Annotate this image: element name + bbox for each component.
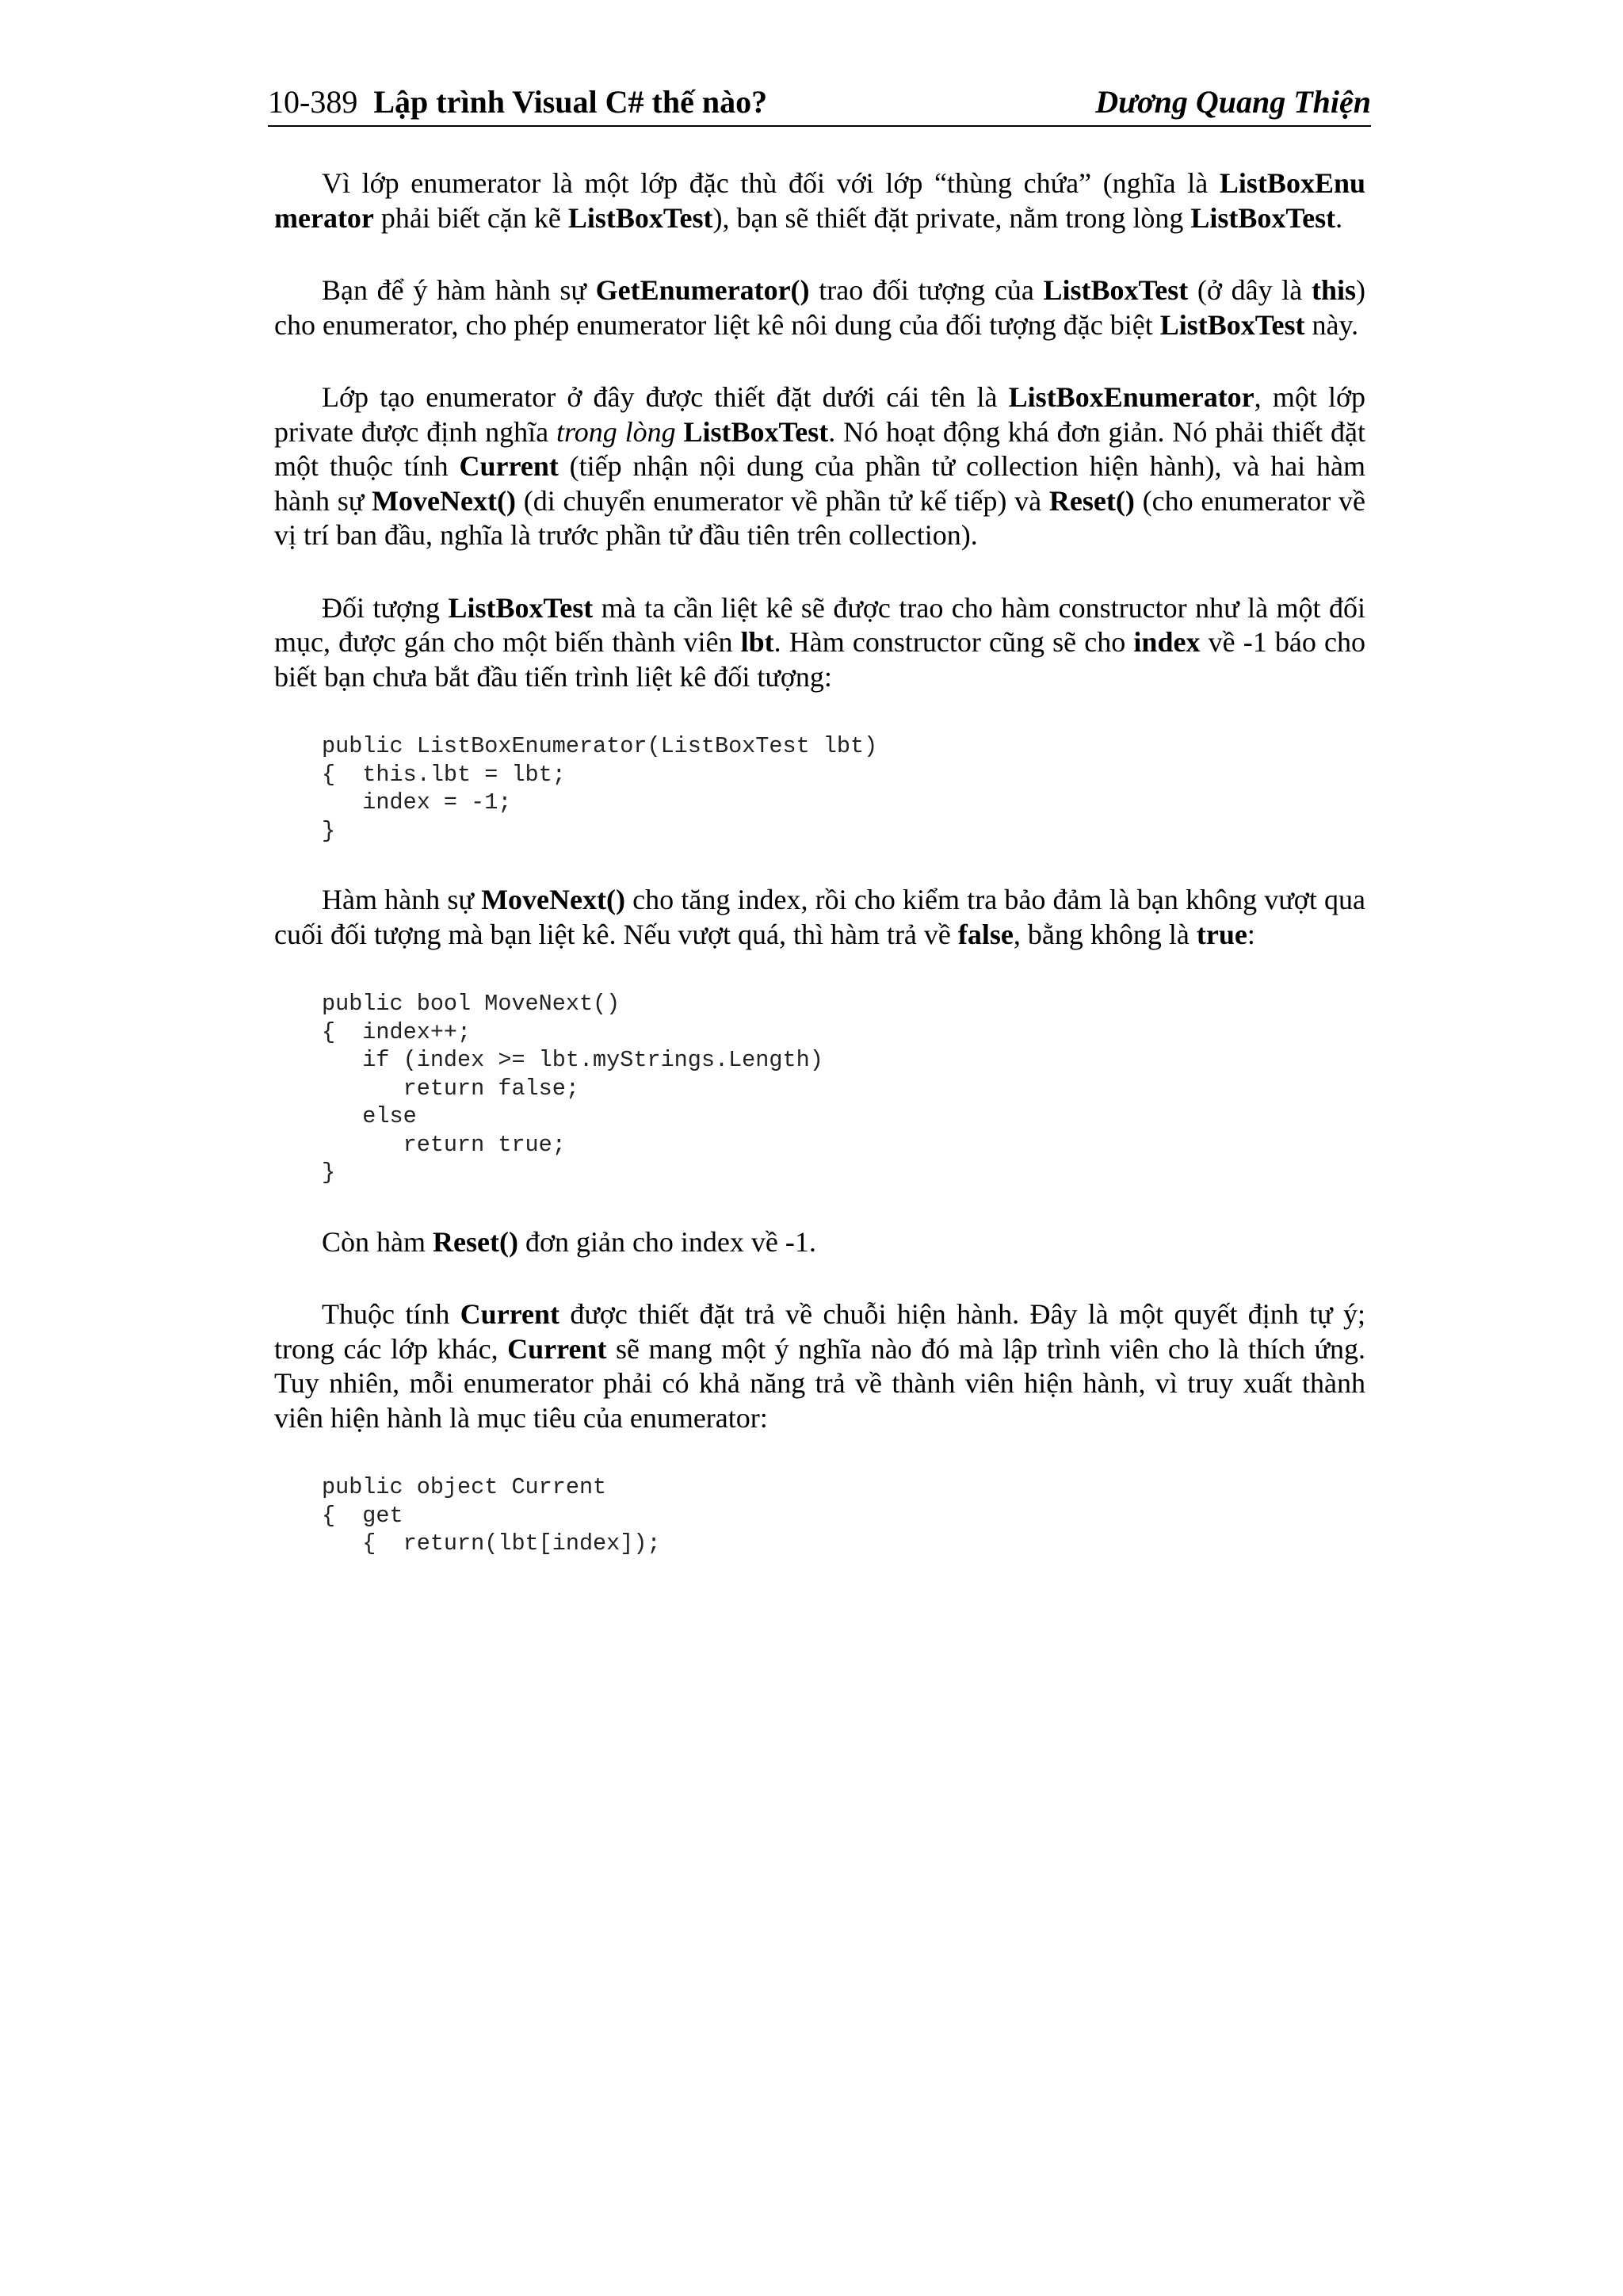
- paragraph: Bạn để ý hàm hành sự GetEnumerator() trao đối tượng của ListBoxTest (ở dây là this) cho enumerator, cho phép enumerator liệt kê nôi dung của đối tượng đặc biệt ListBoxTest này.: [274, 274, 1366, 341]
- paragraph: Vì lớp enumerator là một lớp đặc thù đối với lớp “thùng chứa” (nghĩa là ListBoxEnu merator phải biết cặn kẽ ListBoxTest), bạn sẽ thiết đặt private, nằm trong lòng ListBoxTest.: [274, 167, 1365, 234]
- bold-term: MoveNext(): [481, 884, 625, 915]
- code-block: public object Current { get { return(lbt[index]);: [322, 1474, 661, 1557]
- paragraph: Còn hàm Reset() đơn giản cho index về -1.: [322, 1225, 816, 1258]
- header-left: [268, 83, 767, 120]
- bold-term: ListBoxTest: [683, 415, 829, 448]
- bold-term: Current: [507, 1332, 607, 1365]
- paragraph: Thuộc tính Current được thiết đặt trả về chuỗi hiện hành. Đây là một quyết định tự ý; trong các lớp khác, Current sẽ mang một ý nghĩa nào đó mà lập trình viên cho là thích ứng. Tuy nhiên, mỗi enumerator phải có khả năng trả về thành viên hiện hành, vì truy xuất thành viên hiện hành là mục tiêu của enumerator:: [274, 1298, 1365, 1434]
- author-name: Dương Quang Thiện: [1095, 84, 1371, 120]
- bold-term: this: [1311, 274, 1357, 306]
- bold-term: Reset(): [1048, 484, 1135, 517]
- bold-term: Current: [459, 450, 559, 482]
- bold-term: ListBoxTest: [1043, 274, 1189, 306]
- code-block: public bool MoveNext() { index++; if (index >= lbt.myStrings.Length) return false; else return true; }: [322, 991, 823, 1186]
- code-block: public ListBoxEnumerator(ListBoxTest lbt) { this.lbt = lbt; index = -1; }: [322, 733, 878, 844]
- bold-term: ListBoxEnumerator: [1008, 381, 1254, 413]
- bold-term: ListBoxTest: [1159, 308, 1305, 341]
- page-number: 10-389: [268, 84, 358, 120]
- book-title: Lập trình Visual C# thế nào?: [373, 84, 768, 120]
- page-header: [268, 79, 1371, 127]
- bold-term: ListBoxTest: [1190, 201, 1336, 234]
- bold-term: lbt: [740, 626, 774, 658]
- paragraph: Đối tượng ListBoxTest mà ta cần liệt kê sẽ được trao cho hàm constructor như là một đối mục, được gán cho một biến thành viên lbt. Hàm constructor cũng sẽ cho index về -1 báo cho biết bạn chưa bắt đầu tiến trình liệt kê đối tượng:: [274, 591, 1365, 693]
- bold-term: ListBoxTest: [448, 591, 594, 624]
- paragraph: Hàm hành sự MoveNext() cho tăng index, rồi cho kiểm tra bảo đảm là bạn không vượt qua cuối đối tượng mà bạn liệt kê. Nếu vượt quá, thì hàm trả về false, bằng không là true:: [274, 884, 1365, 950]
- bold-term: GetEnumerator(): [595, 274, 810, 306]
- bold-term: Reset(): [433, 1225, 518, 1258]
- italic-term: trong lòng: [556, 415, 676, 448]
- bold-term: Current: [460, 1298, 559, 1330]
- bold-term: ListBoxTest: [567, 201, 713, 234]
- bold-term: MoveNext(): [372, 484, 516, 517]
- bold-term: true: [1196, 918, 1247, 950]
- page-body: [274, 166, 1365, 1596]
- bold-term: index: [1133, 626, 1201, 658]
- paragraph: Lớp tạo enumerator ở đây được thiết đặt dưới cái tên là ListBoxEnumerator, một lớp private được định nghĩa trong lòng ListBoxTest. Nó hoạt động khá đơn giản. Nó phải thiết đặt một thuộc tính Current (tiếp nhận nội dung của phần tử collection hiện hành), và hai hàm hành sự MoveNext() (di chuyển enumerator về phần tử kế tiếp) và Reset() (cho enumerator về vị trí ban đầu, nghĩa là trước phần tử đầu tiên trên collection).: [274, 381, 1366, 551]
- bold-term: false: [957, 918, 1014, 950]
- bold-term: ListBoxEnu merator: [274, 167, 1365, 234]
